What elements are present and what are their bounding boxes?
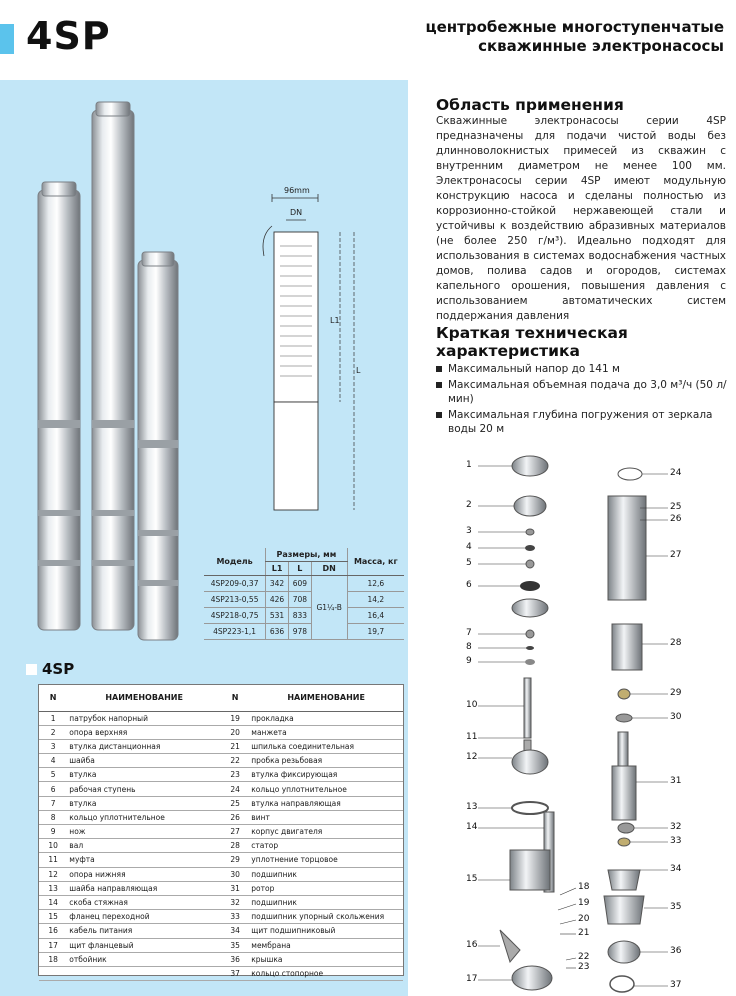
specs-title-line-2: характеристика <box>436 342 580 360</box>
part-callout-number: 30 <box>670 712 682 722</box>
exploded-view <box>440 450 736 996</box>
part-name-cell: крышка <box>249 952 403 966</box>
table-row <box>39 924 403 938</box>
drawing-dn-label: DN <box>290 208 303 217</box>
specs-title <box>436 324 628 360</box>
table-row <box>39 881 403 895</box>
table-row <box>39 768 403 782</box>
cell-dn: G1¼-B <box>311 576 347 640</box>
subheader-dn: DN <box>311 562 347 576</box>
table-row <box>39 895 403 909</box>
cell-mass: 12,6 <box>347 576 404 592</box>
cell-l: 978 <box>288 624 311 640</box>
part-callout-number: 31 <box>670 776 682 786</box>
parts-table <box>39 685 403 981</box>
spec-item <box>436 408 732 437</box>
table-row <box>39 825 403 839</box>
header-n-left: N <box>39 685 67 711</box>
cell-model: 4SP218-0,75 <box>204 608 266 624</box>
part-callout-number: 23 <box>578 962 590 972</box>
bullet-square-icon <box>436 366 442 372</box>
part-callout-number: 32 <box>670 822 682 832</box>
part-number-cell: 17 <box>39 938 67 952</box>
part-number-cell: 13 <box>39 881 67 895</box>
header-accent-bar <box>0 24 14 54</box>
table-row <box>39 782 403 796</box>
table-row <box>39 853 403 867</box>
subheader-l: L <box>288 562 311 576</box>
part-callout-number: 34 <box>670 864 682 874</box>
part-number-cell: 23 <box>221 768 249 782</box>
part-number-cell: 24 <box>221 782 249 796</box>
parts-section-label: 4SP <box>42 660 75 678</box>
part-callout-number: 37 <box>670 980 682 990</box>
part-callout-number: 4 <box>466 542 472 552</box>
part-number-cell: 8 <box>39 810 67 824</box>
part-name-cell: шайба направляющая <box>67 881 221 895</box>
part-callout-number: 14 <box>466 822 478 832</box>
part-callout-number: 27 <box>670 550 682 560</box>
part-callout-number: 16 <box>466 940 478 950</box>
part-callout-number: 25 <box>670 502 682 512</box>
part-number-cell: 20 <box>221 725 249 739</box>
table-row <box>39 711 403 725</box>
part-number-cell: 27 <box>221 825 249 839</box>
part-number-cell: 36 <box>221 952 249 966</box>
header-name-left: НАИМЕНОВАНИЕ <box>67 685 221 711</box>
part-number-cell: 6 <box>39 782 67 796</box>
part-callout-number: 8 <box>466 642 472 652</box>
header-mass: Масса, кг <box>347 548 404 576</box>
part-name-cell: муфта <box>67 853 221 867</box>
subtitle-line-1: центробежные многоступенчатые <box>425 18 724 36</box>
pump-middle <box>92 102 134 630</box>
cell-model: 4SP213-0,55 <box>204 592 266 608</box>
pump-outline-drawing <box>250 186 380 516</box>
drawing-width-label: 96mm <box>284 186 310 195</box>
part-name-cell: кольцо уплотнительное <box>249 782 403 796</box>
part-name-cell: уплотнение торцовое <box>249 853 403 867</box>
part-name-cell: фланец переходной <box>67 910 221 924</box>
part-callout-number: 24 <box>670 468 682 478</box>
application-title: Область применения <box>436 96 624 114</box>
cell-l: 708 <box>288 592 311 608</box>
part-name-cell: щит фланцевый <box>67 938 221 952</box>
part-number-cell: 10 <box>39 839 67 853</box>
part-number-cell: 35 <box>221 938 249 952</box>
cell-l: 833 <box>288 608 311 624</box>
part-name-cell: ротор <box>249 881 403 895</box>
spec-text: Максимальная глубина погружения от зеркала воды 20 м <box>448 408 713 435</box>
part-number-cell <box>39 966 67 980</box>
part-name-cell: прокладка <box>249 711 403 725</box>
cell-model: 4SP223-1,1 <box>204 624 266 640</box>
part-name-cell: подшипник <box>249 895 403 909</box>
part-number-cell: 5 <box>39 768 67 782</box>
part-number-cell: 9 <box>39 825 67 839</box>
part-number-cell: 26 <box>221 810 249 824</box>
part-number-cell: 16 <box>39 924 67 938</box>
part-callout-number: 1 <box>466 460 472 470</box>
part-number-cell: 34 <box>221 924 249 938</box>
cell-l1: 636 <box>266 624 289 640</box>
part-name-cell: нож <box>67 825 221 839</box>
table-row <box>39 966 403 980</box>
dimensions-header-row <box>204 548 404 562</box>
part-callout-number: 5 <box>466 558 472 568</box>
table-row <box>39 839 403 853</box>
header-n-right: N <box>221 685 249 711</box>
page-subtitle <box>404 18 724 56</box>
part-number-cell: 30 <box>221 867 249 881</box>
spec-text: Максимальная объемная подача до 3,0 м³/ч (50 л/мин) <box>448 378 727 405</box>
table-row <box>39 739 403 753</box>
part-number-cell: 14 <box>39 895 67 909</box>
part-name-cell: опора нижняя <box>67 867 221 881</box>
cell-mass: 16,4 <box>347 608 404 624</box>
part-name-cell: подшипник <box>249 867 403 881</box>
part-number-cell: 28 <box>221 839 249 853</box>
pumps-illustration <box>20 90 190 650</box>
table-row <box>39 867 403 881</box>
cell-l1: 426 <box>266 592 289 608</box>
part-number-cell: 15 <box>39 910 67 924</box>
part-callout-number: 21 <box>578 928 590 938</box>
part-number-cell: 12 <box>39 867 67 881</box>
cell-mass: 14,2 <box>347 592 404 608</box>
application-text: Скважинные электронасосы серии 4SP предназначены для подачи чистой воды без длинноволокнистых примесей из скважин с внутренним диаметром не менее 100 мм. Электронасосы серии 4SP имеют модульную конструкцию насоса и сделаны полностью из коррозионно-стойкой нержавеющей стали и устойчивы к воздействию абразивных материалов (не более 250 г/м³). Идеально подходят для использования в системах водоснабжения частных домов, полива садов и огородов, системах капельного орошения, повышения давления с использованием автоматических систем поддержания давления <box>436 115 726 322</box>
page-title: 4SP <box>26 14 111 58</box>
part-name-cell: щит подшипниковый <box>249 924 403 938</box>
cell-l1: 531 <box>266 608 289 624</box>
part-name-cell: скоба стяжная <box>67 895 221 909</box>
part-number-cell: 32 <box>221 895 249 909</box>
part-callout-number: 33 <box>670 836 682 846</box>
part-name-cell: кольцо стопорное <box>249 966 403 980</box>
part-callout-number: 29 <box>670 688 682 698</box>
part-number-cell: 25 <box>221 796 249 810</box>
table-row <box>39 796 403 810</box>
part-name-cell: втулка дистанционная <box>67 739 221 753</box>
part-number-cell: 18 <box>39 952 67 966</box>
spec-item <box>436 362 732 377</box>
part-callout-number: 36 <box>670 946 682 956</box>
bullet-square-icon <box>436 412 442 418</box>
part-callout-number: 20 <box>578 914 590 924</box>
part-name-cell: корпус двигателя <box>249 825 403 839</box>
parts-header-row <box>39 685 403 711</box>
cell-mass: 19,7 <box>347 624 404 640</box>
table-row <box>39 754 403 768</box>
pump-right <box>138 252 178 640</box>
part-name-cell: втулка направляющая <box>249 796 403 810</box>
table-row <box>39 725 403 739</box>
part-name-cell: кабель питания <box>67 924 221 938</box>
header-sizes: Размеры, мм <box>266 548 347 562</box>
part-callout-number: 15 <box>466 874 478 884</box>
part-callout-number: 22 <box>578 952 590 962</box>
part-callout-number: 3 <box>466 526 472 536</box>
part-name-cell: опора верхняя <box>67 725 221 739</box>
part-callout-number: 26 <box>670 514 682 524</box>
table-row <box>39 952 403 966</box>
part-name-cell: втулка фиксирующая <box>249 768 403 782</box>
spec-text: Максимальный напор до 141 м <box>448 363 620 375</box>
table-row <box>39 910 403 924</box>
part-name-cell: рабочая ступень <box>67 782 221 796</box>
table-row <box>39 810 403 824</box>
spec-item <box>436 378 732 407</box>
part-name-cell: подшипник упорный скольжения <box>249 910 403 924</box>
part-number-cell: 22 <box>221 754 249 768</box>
part-number-cell: 29 <box>221 853 249 867</box>
page-header <box>0 0 736 80</box>
part-callout-number: 7 <box>466 628 472 638</box>
part-callout-number: 19 <box>578 898 590 908</box>
part-callout-number: 6 <box>466 580 472 590</box>
table-row <box>204 592 404 608</box>
part-number-cell: 3 <box>39 739 67 753</box>
section-marker <box>26 664 37 675</box>
cell-l: 609 <box>288 576 311 592</box>
part-number-cell: 37 <box>221 966 249 980</box>
dimensions-table <box>204 548 404 640</box>
pump-left <box>38 182 80 630</box>
table-row <box>204 576 404 592</box>
table-row <box>204 608 404 624</box>
part-number-cell: 11 <box>39 853 67 867</box>
parts-table-container <box>38 684 404 976</box>
part-callout-number: 11 <box>466 732 478 742</box>
part-number-cell: 33 <box>221 910 249 924</box>
part-callout-number: 28 <box>670 638 682 648</box>
part-number-cell: 19 <box>221 711 249 725</box>
parts-table-body <box>39 711 403 981</box>
part-name-cell: кольцо уплотнительное <box>67 810 221 824</box>
part-name-cell <box>67 966 221 980</box>
part-name-cell: мембрана <box>249 938 403 952</box>
part-name-cell: пробка резьбовая <box>249 754 403 768</box>
table-row <box>204 624 404 640</box>
part-number-cell: 21 <box>221 739 249 753</box>
header-model: Модель <box>204 548 266 576</box>
part-name-cell: отбойник <box>67 952 221 966</box>
table-row <box>39 938 403 952</box>
cell-l1: 342 <box>266 576 289 592</box>
part-name-cell: манжета <box>249 725 403 739</box>
part-name-cell: винт <box>249 810 403 824</box>
subtitle-line-2: скважинные электронасосы <box>478 37 724 55</box>
specs-title-line-1: Краткая техническая <box>436 324 628 342</box>
part-name-cell: статор <box>249 839 403 853</box>
part-callout-number: 12 <box>466 752 478 762</box>
part-callout-number: 18 <box>578 882 590 892</box>
part-number-cell: 7 <box>39 796 67 810</box>
part-name-cell: шпилька соединительная <box>249 739 403 753</box>
part-callout-number: 17 <box>466 974 478 984</box>
drawing-l1-label: L1 <box>330 316 340 325</box>
part-name-cell: вал <box>67 839 221 853</box>
part-name-cell: шайба <box>67 754 221 768</box>
part-number-cell: 2 <box>39 725 67 739</box>
part-name-cell: втулка <box>67 768 221 782</box>
part-callout-number: 35 <box>670 902 682 912</box>
drawing-l-label: L <box>356 366 361 375</box>
header-name-right: НАИМЕНОВАНИЕ <box>249 685 403 711</box>
bullet-square-icon <box>436 382 442 388</box>
part-callout-number: 10 <box>466 700 478 710</box>
dimension-drawing <box>250 186 380 516</box>
subheader-l1: L1 <box>266 562 289 576</box>
part-callout-number: 2 <box>466 500 472 510</box>
part-name-cell: патрубок напорный <box>67 711 221 725</box>
part-callout-number: 13 <box>466 802 478 812</box>
part-number-cell: 1 <box>39 711 67 725</box>
part-number-cell: 4 <box>39 754 67 768</box>
part-name-cell: втулка <box>67 796 221 810</box>
part-callout-number: 9 <box>466 656 472 666</box>
cell-model: 4SP209-0,37 <box>204 576 266 592</box>
specs-list <box>436 362 732 438</box>
part-number-cell: 31 <box>221 881 249 895</box>
